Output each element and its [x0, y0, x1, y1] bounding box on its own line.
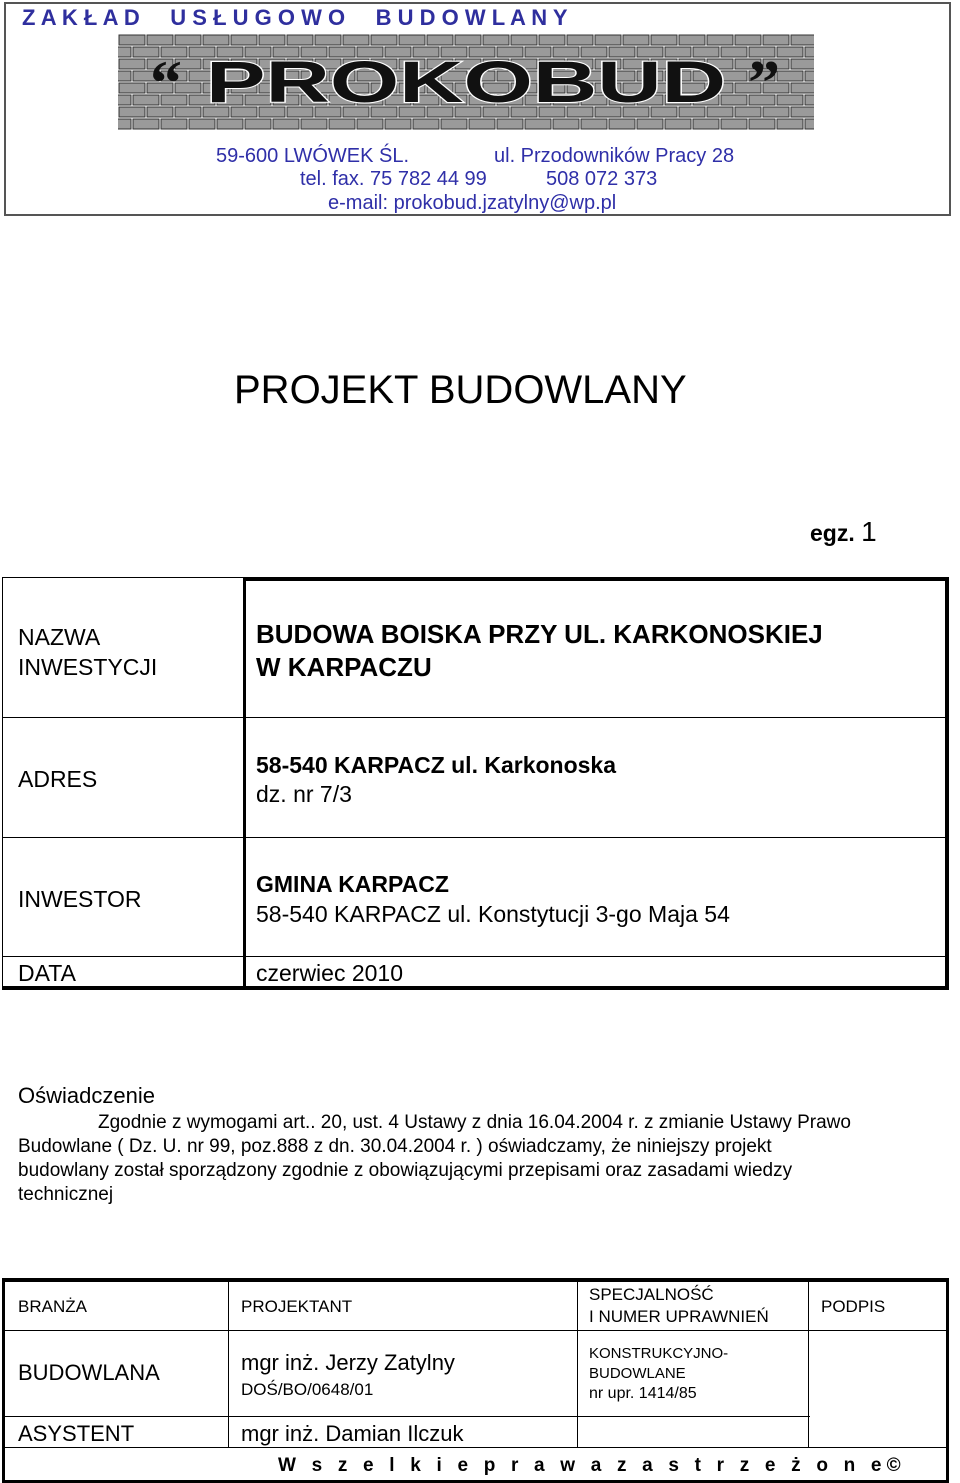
- document-title: PROJEKT BUDOWLANY: [234, 368, 687, 412]
- company-email: e-mail: prokobud.jzatylny@wp.pl: [328, 192, 617, 214]
- row1-spec-3: nr upr. 1414/85: [589, 1385, 697, 1402]
- investor-label: INWESTOR: [18, 886, 142, 912]
- investment-name-value-1: BUDOWA BOISKA PRZY UL. KARKONOSKIEJ: [256, 619, 823, 649]
- statement-line-3: budowlany został sporządzony zgodnie z obowiązującymi przepisami oraz zasadami wiedzy: [18, 1160, 793, 1181]
- col-header-spec-1: SPECJALNOŚĆ: [589, 1285, 714, 1304]
- address-value-1: 58-540 KARPACZ ul. Karkonoska: [256, 752, 617, 778]
- company-street: ul. Przodowników Pracy 28: [494, 145, 735, 167]
- address-label: ADRES: [18, 766, 98, 792]
- date-value: czerwiec 2010: [256, 960, 404, 986]
- row2-branch: ASYSTENT: [18, 1421, 135, 1446]
- copy-label: egz.: [810, 520, 855, 546]
- row1-spec-2: BUDOWLANE: [589, 1365, 686, 1382]
- company-phone: tel. fax. 75 782 44 99: [300, 168, 487, 190]
- logo-text: PROKOBUD: [206, 50, 726, 115]
- statement-line-4: technicznej: [18, 1184, 114, 1205]
- row1-designer: mgr inż. Jerzy Zatylny: [241, 1350, 455, 1375]
- row1-spec-1: KONSTRUKCYJNO-: [589, 1345, 729, 1362]
- investor-value-2: 58-540 KARPACZ ul. Konstytucji 3-go Maja 54: [256, 901, 730, 927]
- row2-designer: mgr inż. Damian Ilczuk: [241, 1421, 464, 1446]
- prokobud-logo: [118, 34, 814, 130]
- copy-value: 1: [861, 516, 877, 547]
- address-value-2: dz. nr 7/3: [256, 781, 352, 807]
- col-header-branch: BRANŻA: [18, 1297, 87, 1316]
- date-label: DATA: [18, 960, 76, 986]
- svg-text:“: “: [150, 47, 182, 118]
- row1-branch: BUDOWLANA: [18, 1360, 160, 1385]
- copy-number: [810, 516, 877, 548]
- investment-name-value-2: W KARPACZU: [256, 652, 432, 682]
- statement-line-1: Zgodnie z wymogami art.. 20, ust. 4 Ustawy z dnia 16.04.2004 r. z zmianie Ustawy Prawo: [98, 1112, 851, 1133]
- company-name: Z A K Ł A D U S Ł U G O W O B U D O W L A N Y: [22, 5, 568, 30]
- col-header-signature: PODPIS: [821, 1297, 886, 1316]
- company-city: 59-600 LWÓWEK ŚL.: [216, 145, 410, 167]
- statement-heading: Oświadczenie: [18, 1083, 155, 1108]
- svg-text:”: ”: [748, 47, 780, 118]
- investment-name-label-1: NAZWA: [18, 624, 101, 650]
- col-header-spec-2: I NUMER UPRAWNIEŃ: [589, 1307, 769, 1326]
- investment-name-label-2: INWESTYCJI: [18, 654, 158, 680]
- statement-line-2: Budowlane ( Dz. U. nr 99, poz.888 z dn. 30.04.2004 r. ) oświadczamy, że niniejszy projekt: [18, 1136, 772, 1157]
- col-header-designer: PROJEKTANT: [241, 1297, 353, 1316]
- copyright-notice: W s z e l k i e p r a w a z a s t r z e ż o n e©: [278, 1455, 906, 1476]
- investor-value-1: GMINA KARPACZ: [256, 871, 449, 897]
- company-mobile: 508 072 373: [546, 168, 658, 190]
- row1-designer-id: DOŚ/BO/0648/01: [241, 1380, 374, 1399]
